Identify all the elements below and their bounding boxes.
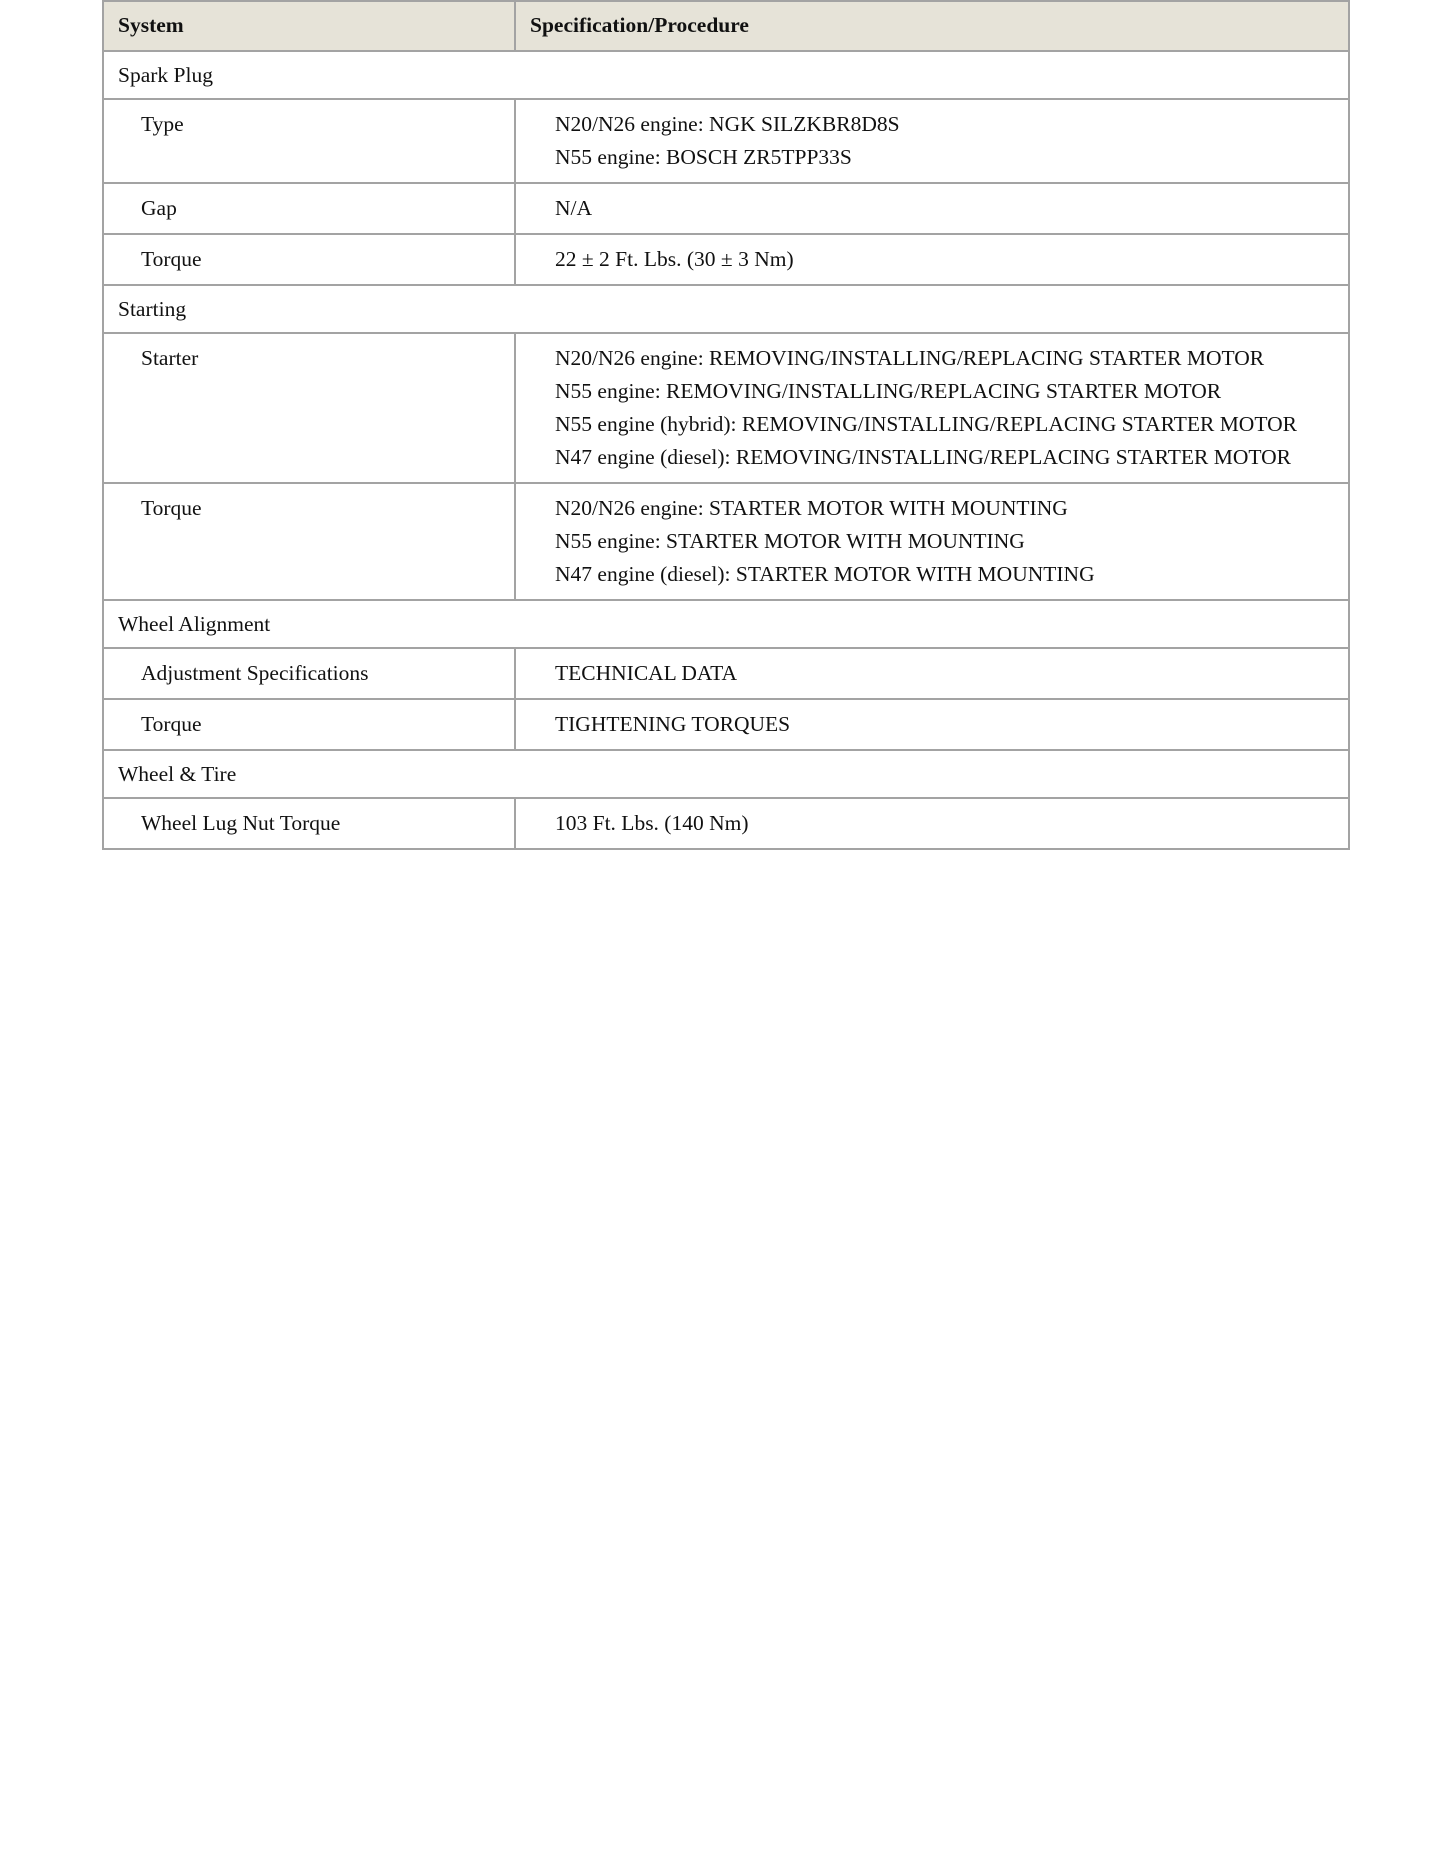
section-row-wheel-alignment: [103, 600, 1349, 648]
table-row: [103, 234, 1349, 285]
section-title: Wheel Alignment: [103, 600, 1349, 648]
section-row-wheel-tire: [103, 750, 1349, 798]
value-line: N20/N26 engine: NGK SILZKBR8D8S: [555, 112, 900, 136]
section-title: Starting: [103, 285, 1349, 333]
value-line: N47 engine (diesel): REMOVING/INSTALLING/REPLACING STARTER MOTOR: [555, 445, 1291, 469]
row-label: Wheel Lug Nut Torque: [103, 798, 515, 849]
value-line: TIGHTENING TORQUES: [555, 712, 791, 736]
value-line: N/A: [555, 196, 593, 220]
row-value: [515, 333, 1349, 483]
header-row: [103, 1, 1349, 51]
row-label: Torque: [103, 699, 515, 750]
header-system: System: [103, 1, 515, 51]
row-label: Adjustment Specifications: [103, 648, 515, 699]
row-label: Type: [103, 99, 515, 183]
header-specification: Specification/Procedure: [515, 1, 1349, 51]
row-label: Gap: [103, 183, 515, 234]
table-row: [103, 648, 1349, 699]
row-value: [515, 648, 1349, 699]
section-title: Spark Plug: [103, 51, 1349, 99]
row-value: [515, 798, 1349, 849]
value-line: N20/N26 engine: REMOVING/INSTALLING/REPLACING STARTER MOTOR: [555, 346, 1265, 370]
specification-table: [102, 0, 1350, 850]
table-row: [103, 798, 1349, 849]
value-line: N55 engine: STARTER MOTOR WITH MOUNTING: [555, 529, 1025, 553]
table-row: [103, 333, 1349, 483]
row-label: Torque: [103, 483, 515, 600]
value-line: 22 ± 2 Ft. Lbs. (30 ± 3 Nm): [555, 247, 794, 271]
value-line: N55 engine: REMOVING/INSTALLING/REPLACING STARTER MOTOR: [555, 379, 1222, 403]
value-line: N55 engine (hybrid): REMOVING/INSTALLING/REPLACING STARTER MOTOR: [555, 412, 1297, 436]
table-row: [103, 183, 1349, 234]
row-value: [515, 99, 1349, 183]
section-row-starting: [103, 285, 1349, 333]
row-value: [515, 234, 1349, 285]
section-title: Wheel & Tire: [103, 750, 1349, 798]
row-label: Starter: [103, 333, 515, 483]
value-line: N55 engine: BOSCH ZR5TPP33S: [555, 145, 852, 169]
row-value: [515, 699, 1349, 750]
section-row-spark-plug: [103, 51, 1349, 99]
value-line: 103 Ft. Lbs. (140 Nm): [555, 811, 749, 835]
value-line: N20/N26 engine: STARTER MOTOR WITH MOUNTING: [555, 496, 1068, 520]
table-row: [103, 699, 1349, 750]
value-line: N47 engine (diesel): STARTER MOTOR WITH MOUNTING: [555, 562, 1095, 586]
row-value: [515, 183, 1349, 234]
row-value: [515, 483, 1349, 600]
row-label: Torque: [103, 234, 515, 285]
value-line: TECHNICAL DATA: [555, 661, 738, 685]
table-row: [103, 483, 1349, 600]
table-row: [103, 99, 1349, 183]
